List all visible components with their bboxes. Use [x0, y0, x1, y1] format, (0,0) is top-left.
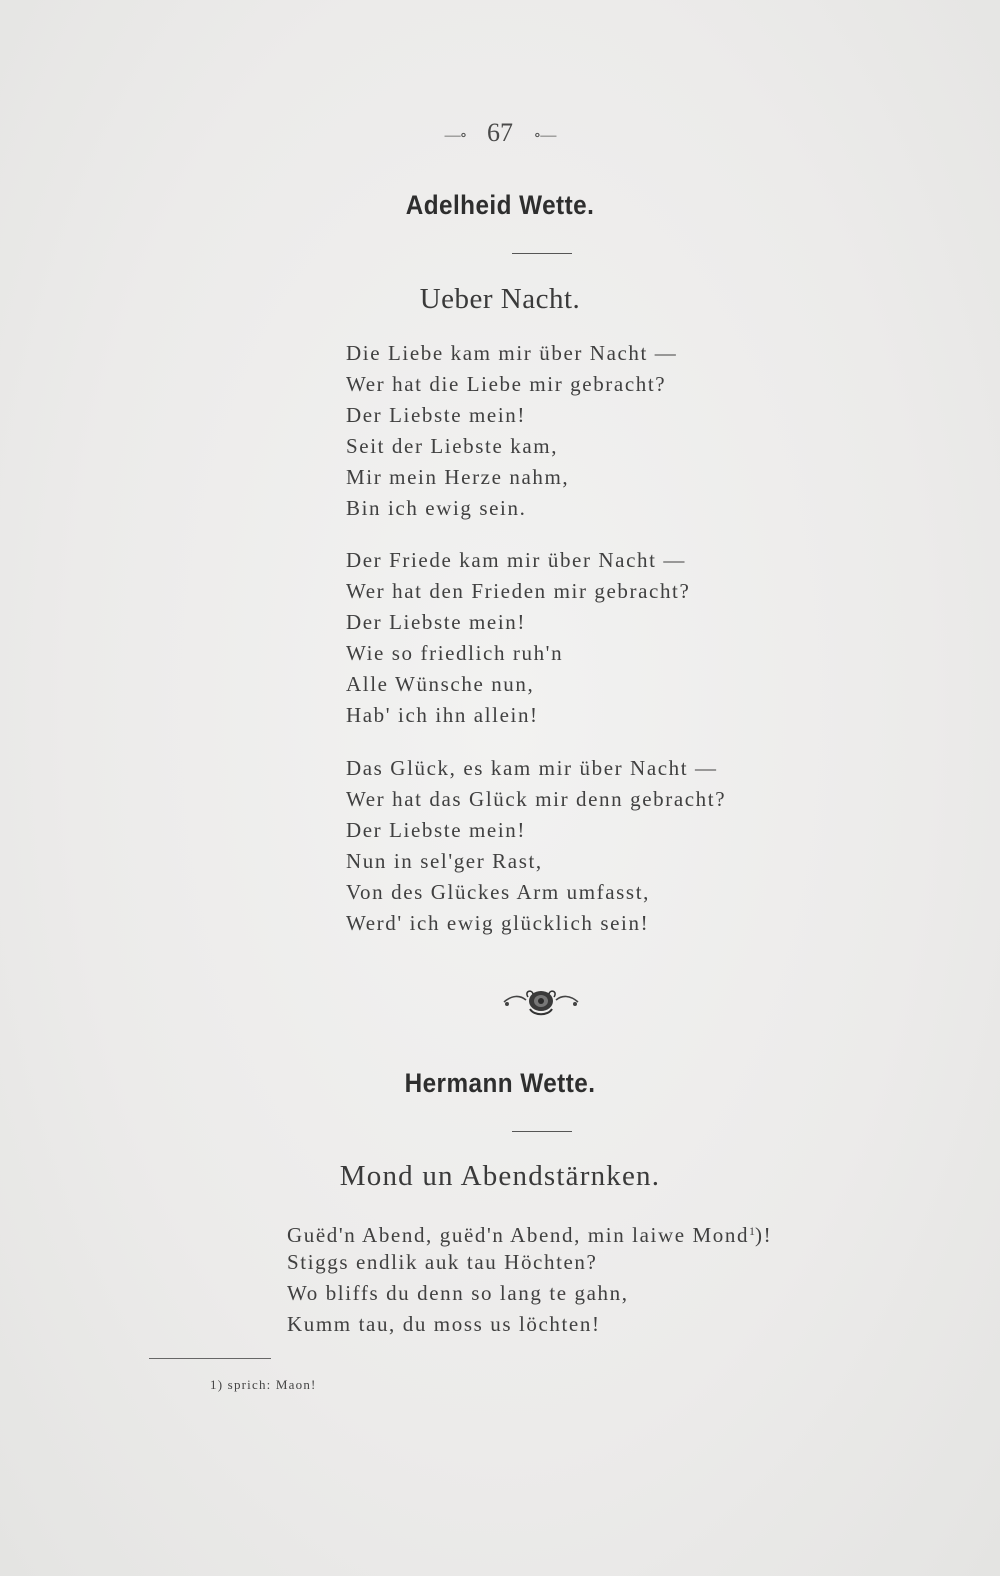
footnote: 1) sprich: Maon!: [210, 1377, 317, 1392]
verse-line: Der Liebste mein!: [346, 610, 526, 634]
stanza-3: [346, 753, 726, 939]
verse-line: Nun in sel'ger Rast,: [346, 849, 543, 873]
header-ornament-right: ∘—: [533, 127, 556, 145]
verse-text-end: )!: [755, 1223, 773, 1247]
author-heading-1: Adelheid Wette.: [405, 190, 595, 220]
footnote-marker: 1: [749, 1224, 756, 1238]
verse-line: Hab' ich ihn allein!: [346, 703, 539, 727]
page-number-header: [0, 118, 1000, 148]
page-number: 67: [487, 118, 513, 147]
verse-text: Guëd'n Abend, guëd'n Abend, min laiwe Mond: [287, 1223, 750, 1247]
verse-line: Wer hat die Liebe mir gebracht?: [346, 372, 667, 396]
verse-line: Alle Wünsche nun,: [346, 672, 535, 696]
verse-line: Wo bliffs du denn so lang te gahn,: [287, 1281, 629, 1305]
footnote-rule: [149, 1358, 271, 1359]
stanza-2: [346, 545, 690, 731]
stanza-1: [346, 338, 677, 524]
verse-line: Wer hat den Frieden mir gebracht?: [346, 579, 691, 603]
poem-title-1: Ueber Nacht.: [419, 283, 581, 315]
header-ornament-left: —∘: [444, 127, 467, 145]
verse-line: Kumm tau, du moss us löchten!: [287, 1312, 601, 1336]
verse-line: Die Liebe kam mir über Nacht —: [346, 341, 678, 365]
verse-line: Der Friede kam mir über Nacht —: [346, 548, 687, 572]
divider-rule-2: [512, 1131, 572, 1132]
verse-line: Seit der Liebste kam,: [346, 434, 559, 458]
floral-ornament-icon: [500, 985, 582, 1019]
verse-line: [287, 1216, 772, 1247]
verse-line: Der Liebste mein!: [346, 403, 526, 427]
divider-rule-1: [512, 253, 572, 254]
stanza-4: [287, 1216, 772, 1340]
verse-line: Stiggs endlik auk tau Höchten?: [287, 1250, 598, 1274]
verse-line: Wie so friedlich ruh'n: [346, 641, 564, 665]
verse-line: Werd' ich ewig glücklich sein!: [346, 911, 650, 935]
verse-line: Von des Glückes Arm umfasst,: [346, 880, 650, 904]
verse-line: Das Glück, es kam mir über Nacht —: [346, 756, 718, 780]
poem-title-2: Mond un Abendstärnken.: [339, 1160, 661, 1192]
verse-line: Wer hat das Glück mir denn gebracht?: [346, 787, 727, 811]
verse-line: Der Liebste mein!: [346, 818, 526, 842]
author-heading-2: Hermann Wette.: [404, 1068, 596, 1098]
verse-line: Bin ich ewig sein.: [346, 496, 527, 520]
verse-line: Mir mein Herze nahm,: [346, 465, 570, 489]
